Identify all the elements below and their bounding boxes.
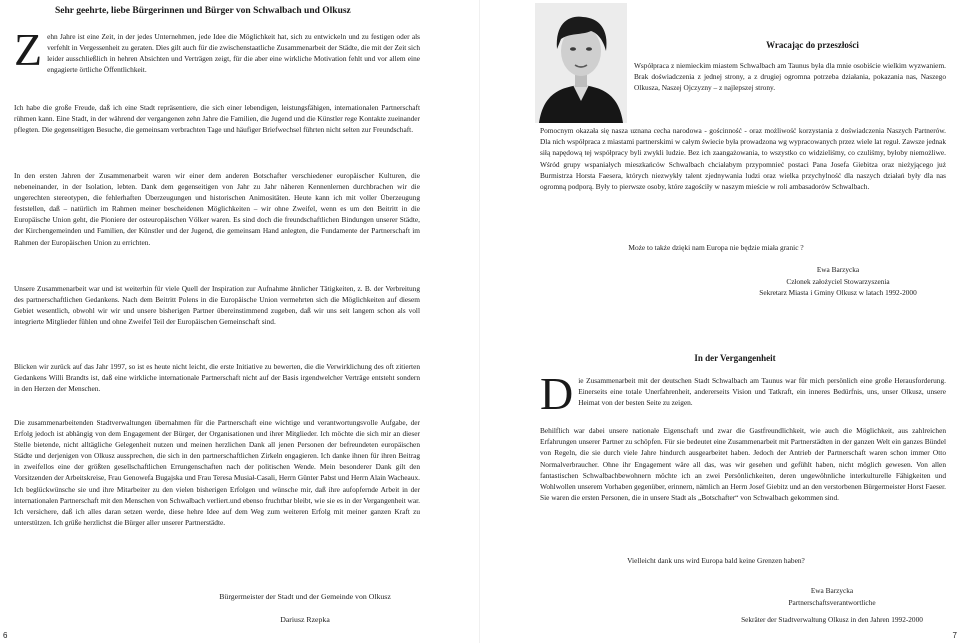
signature-role: Partnerschaftsverantwortliche bbox=[788, 597, 876, 607]
right-page bbox=[480, 0, 960, 643]
page-number: 7 bbox=[952, 631, 957, 640]
closing-line: Może to także dzięki nam Europa nie będzie miała granic ? bbox=[628, 243, 804, 252]
letter-paragraph: Blicken wir zurück auf das Jahr 1997, so ist es heute nicht leicht, die erste Initiative zu bewerten, die die Verwirklichung des oft zitierten Gedankens Willi Brandts ist, daß eine wirkliche internationale Partnerschaft nicht auf der Basis irgendwelcher Verträge entsteht sondern in den Herzen der Menschen. bbox=[14, 362, 420, 394]
drop-cap: Z bbox=[14, 31, 43, 75]
signature-name: Ewa Barzycka bbox=[816, 265, 860, 274]
section-title: In der Vergangenheit bbox=[694, 353, 776, 363]
letter-paragraph bbox=[14, 31, 420, 98]
letter-paragraph: Die zusammenarbeitenden Stadtverwaltungen übernahmen für die Partnerschaft eine wichtige und verantwortungsvolle Aufgabe, der Erfolg jedoch ist abhängig von dem Engagement der Bürger, der Organisationen und ihrer Mitglieder. Ich möchte die sich mir an dieser Stelle bietende, nicht alltägliche Gelegenheit nutzen und meinen herzlichen Dank all jenen Personen der befreundeten europäischen Städte und derjenigen von Olkusz aussprechen, die sich in den partnerschaftlichen Zirkeln engagieren. Ich danke ihnen für ihren Beitrag in zweifellos eine der größten gesellschaftlichen Errungenschaften nach der politischen Wende. Mein besonderer Dank gilt den Vorsitzenden der Arbeitskreise, Frau Genowefa Bugajska und Frau Teresa Musiał-Casali, Herrn Günter Pabst und Herrn Alain Wacheaux. Ich beglückwünsche sie und ihre Mitarbeiter zu den vielen bisherigen Erfolgen und wünsche mir, daß ihre aufopfernde Arbeit in der internationalen Partnerschaft mit den Menschen von Schwalbach verliert.und ebenso fruchtbar bleibt, wie sie es in der Vergangenheit war. Ich versichere, daß ich alles daran setzen werde, diese hehre Idee auf dem Weg zum weiteren Erfolg mit meiner ganzen Kraft zu unterstützen. Ich grüße herzlichst die Bürger aller unserer Partnerstädte. bbox=[14, 418, 420, 527]
signature-name: Ewa Barzycka bbox=[810, 586, 854, 595]
section-paragraph: Współpraca z niemieckim miastem Schwalbach am Taunus była dla mnie osobiście wielkim wyzwaniem. Brak doświadczenia z jednej strony, a z drugiej ogromna potrzeba działania, pokazania nas, Naszego Olkusza, Naszej Ojczyzny – z najlepszej strony. bbox=[634, 61, 946, 93]
section-title: Wracając do przeszłości bbox=[766, 40, 859, 50]
portrait-image bbox=[535, 3, 627, 123]
closing-line: Vielleicht dank uns wird Europa bald keine Grenzen haben? bbox=[627, 556, 805, 565]
letter-paragraph: Ich habe die große Freude, daß ich eine Stadt repräsentiere, die sich einer lebendigen, leistungsfähigen, internationalen Partnerschaft rühmen kann. Eine Stadt, in der während der vergangenen zehn Jahre die Familien, die Jugend und die Künstler rege Kontakte zueinander pflegten. Die gegenseitigen Besuche, die gemeinsam verbrachten Tage und häufiger Briefwechsel führten nicht selten zur Freundschaft. bbox=[14, 103, 420, 135]
page-title: Sehr geehrte, liebe Bürgerinnen und Bürger von Schwalbach und Olkusz bbox=[55, 6, 351, 16]
paragraph-text: ie Zusammenarbeit mit der deutschen Stadt Schwalbach am Taunus war für mich persönlich eine große Herausforderung. Einerseits eine totale Unerfahrenheit, andererseits Vision und Tatkraft, ein inneres Bedürfnis, uns, unser Olkusz, unsere Heimat von der besten Seite zu zeigen. bbox=[578, 376, 946, 408]
section-paragraph bbox=[540, 375, 946, 420]
section-paragraph: Behilflich war dabei unsere nationale Eigenschaft und zwar die Gastfreundlichkeit, wie auch die Möglichkeit, aus zahlreichen Erfahrungen unserer Partner zu schöpfen. Für sie bedeutet eine Zusammenarbeit mit Partnerstädten in der ganzen Welt ein ganzes Bündel von Regeln, die sie durch viele Jahre hindurch ausgearbeitet haben. Jedoch der Antrieb der Partnerschaft waren schon immer Otto Normalverbraucher. Ohne ihr Engagement wäre all das, was wir gesehen und gefühlt haben, nicht möglich gewesen. Von allen fantastischen Schwalbachbewohnern möchte ich an zwei Persönlichkeiten, deren ungewöhnliche interkulturelle Fähigkeiten und Wohlwollen unserem Vorhaben gegenüber, erinnern, nämlich an Herrn Josef Giebitz und an den verstorbenen Bürgermeister Horst Faeser. Sie waren die ersten Personen, die in unsere Stadt als „Botschafter“ von Schwalbach gekommen sind. bbox=[540, 426, 946, 503]
signature-role: Bürgermeister der Stadt und der Gemeinde von Olkusz bbox=[219, 592, 391, 601]
section-paragraph: Pomocnym okazała się nasza uznana cecha narodowa - gościnność - oraz możliwość korzystania z doświadczenia Naszych Partnerów. Dla nich współpraca z miastami partnerskimi w całym świecie była prowadzona wg wypracowanych przez wiele lat reguł. Zawsze jednak siłą napędową tej współpracy byli zwykli ludzie. Bez ich zaangażowania, to wszystko co widzieliśmy, co czuliśmy, byłoby niemożliwe. Wśród grupy wspaniałych mieszkańców Schwalbach chciałabym przypomnieć postaci Pana Josefa Giebitza oraz nieżyjącego już Burmistrza Horsta Faesera, których niezwykły talent zjednywania ludzi oraz wielka przychylność dla naszych działań były dla nas ogromną podporą. Były to pierwsze osoby, które zagościły w naszym mieście w roli ambasadorów Schwalbach. bbox=[540, 126, 946, 192]
letter-paragraph: Unsere Zusammenarbeit war und ist weiterhin für viele Quell der Inspiration zur Aufnahme ähnlicher Tätigkeiten, z. B. der Verbreitung des partnerschaftlichen Gedankens. Nach dem Beitritt Polens in die Europäische Union vermehrten sich die Möglichkeiten auf diesem Gebiet wesentlich, obwohl wir wir und unsere bisherigen Partner übereinstimmend zugeben, daß wir uns seit langem schon als voll integrierte Mitglieder fühlen und ohne Zweifel Teil der Europäischen Gemeinschaft sind. bbox=[14, 284, 420, 327]
page-number: 6 bbox=[3, 631, 8, 640]
portrait-photo bbox=[535, 3, 627, 123]
drop-cap: D bbox=[540, 375, 574, 419]
signature-role: Sekräter der Stadtverwaltung Olkusz in den Jahren 1992-2000 bbox=[741, 615, 923, 624]
signature-block bbox=[718, 264, 958, 299]
signature-role: Sekretarz Miasta i Gminy Olkusz w latach 1992-2000 bbox=[759, 288, 917, 297]
signature-name: Dariusz Rzepka bbox=[280, 615, 330, 624]
signature-role: Członek założyciel Stowarzyszenia bbox=[786, 276, 890, 286]
letter-paragraph: In den ersten Jahren der Zusammenarbeit waren wir einer dem anderen Botschafter verschiedener europäischer Kulturen, die nebeneinander, in der Isolation, lebten. Dank dem gegenseitigen von Jahr zu Jahr näheren Kennenlernen durchbrachen wir die ungerechten stereotypen, die fehlerhaften Überzeugungen und historischen Animositäten. Heute kann ich mit voller Überzeugung feststellen, daß – natürlich im Rahmen meiner bescheidenen Möglichkeiten – wir ohne Zweifel, wenn es um den Beitritt in die Europäische Union geht, die Pioniere der osteuropäischen Völker waren. Es sind doch die freundschaftlichen Bindungen unserer Städte, der Kirchengemeinden und Familien, der Künstler und der Jugend, die gemeinsam Hand anlegten, die Fundamente der Partnerschaft im Rahmen der Europäischen Union zu errichten. bbox=[14, 171, 420, 247]
signature-block bbox=[712, 585, 952, 626]
paragraph-text: ehn Jahre ist eine Zeit, in der jedes Unternehmen, jede Idee die Möglichkeit hat, sich zu entwickeln und zu festigen oder als verfehlt in Vergessenheit zu geraten. Dies gilt auch für die zwischenstaatliche Zusammenarbeit der Städte, die mit der Zeit sich leider ausschließlich in hehren Absichten und Verträgen zeigt, für die aber eine wirkliche Motivation fehlt und vor allem eine engagierte örtliche Öffentlichkeit. bbox=[47, 32, 420, 75]
